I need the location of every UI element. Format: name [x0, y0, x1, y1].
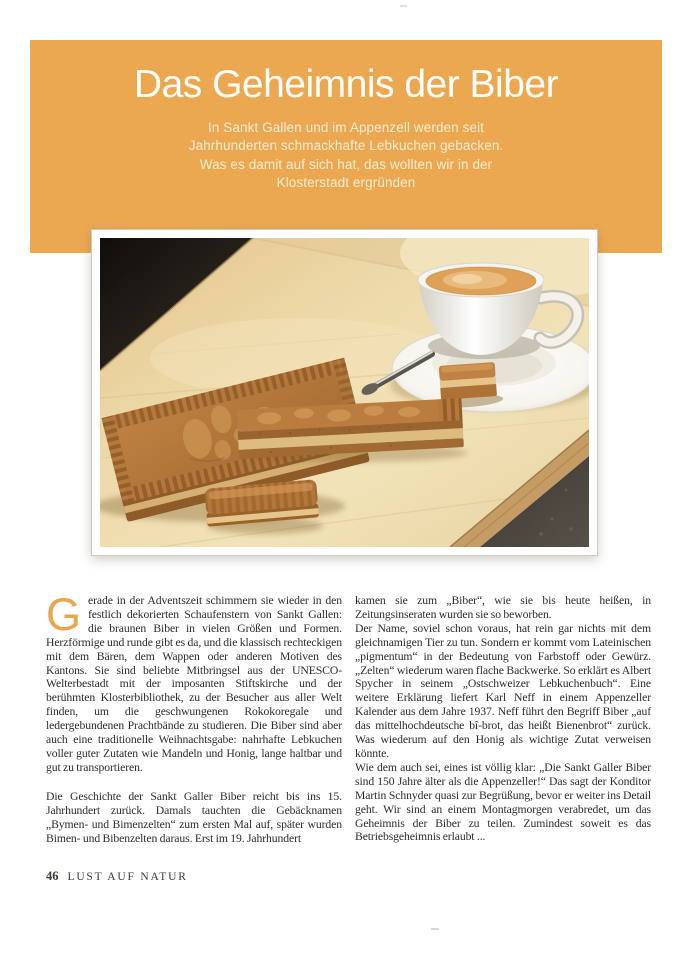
page-title: Das Geheimnis der Biber [133, 63, 559, 106]
paragraph: kamen sie zum „Biber“, wie sie bis heute heißen, in Zeitungsinseraten wurden sie so beworben. [355, 594, 651, 621]
coffee-crema [426, 267, 536, 295]
magazine-name: LUST AUF NATUR [67, 871, 188, 883]
photo-biber-and-coffee [100, 238, 589, 547]
paragraph: Wie dem auch sei, eines ist völlig klar: „Die Sankt Galler Biber sind 150 Jahre älter als die Appenzeller!“ Das sagt der Konditor Martin Schnyder quasi zur Begrüßung, bevor er weiter ins Detail geht. Wir sind an einem Montagmorgen verabredet, um das Geheimnis der Biber zu teilen. Zumindest soweit es das Betriebsgeheimnis erlaubt ... [355, 760, 651, 844]
article-body [46, 589, 651, 845]
subtitle-line: Klosterstadt ergründen [276, 174, 416, 190]
article-subtitle [30, 119, 662, 192]
subtitle-line: In Sankt Gallen und im Appenzell werden seit [207, 119, 485, 135]
bottom-crop-mark [431, 928, 439, 930]
top-crop-mark [400, 5, 407, 7]
article-header [30, 40, 662, 253]
page-footer [46, 869, 188, 884]
article-photo-frame [91, 229, 598, 556]
paragraph: Der Name, soviel schon voraus, hat rein gar nichts mit dem gleichnamigen Tier zu tun. Sondern er kommt vom Lateinischen „pigmentum“ in der Bedeutung von Farbstoff oder Gewürz. „Zelten“ wiederum waren flache Backwerke. So erklärt es Albert Spycher in seinem „Ostschweizer Lebkuchenbuch“. Eine weitere Erklärung liefert Karl Neff in einem Appenzeller Kalender aus dem Jahre 1937. Neff führt den Begriff Biber „auf das mittelhochdeutsche bî-brot, das heißt Bienenbrot“ zurück. Was wiederum auf den Honig als wichtige Zutat verweisen könnte. [355, 621, 651, 760]
page-number: 46 [46, 869, 59, 883]
paragraph [46, 589, 342, 775]
drop-cap: G [46, 589, 82, 640]
left-column [46, 589, 342, 845]
paragraph: Die Geschichte der Sankt Galler Biber reicht bis ins 15. Jahrhundert zurück. Damals tauchten die Gebäcknamen „Bymen- und Bimenzelten“ zum ersten Mal auf, später wurden Bimen- und Bibenzelten daraus. Erst im 19. Jahrhundert [46, 789, 342, 845]
paragraph-text: erade in der Adventszeit schimmern sie wieder in den festlich dekorierten Schaufenstern von Sankt Gallen: die braunen Biber in vielen Größen und Formen. Herzförmige und runde gibt es da, und die klassisch rechteckigen mit dem Bären, dem Wappen oder anderen Motiven des Kantons. Sie sind beliebte Mitbringsel aus der UNESCO-Welterbestadt mit der imposanten Stiftskirche und der berühmten Klosterbibliothek, zu der Besucher aus aller Welt finden, um die geschwungenen Rokokoregale und ledergebundenen Prachtbände zu studieren. Die Biber sind aber auch eine traditionelle Weihnachtsgabe: nahrhafte Lebkuchen voller guter Zutaten wie Mandeln und Honig, lange haltbar und gut zu transportieren. [46, 594, 342, 774]
right-column [355, 594, 651, 845]
subtitle-line: Was es damit auf sich hat, das wollten wir in der [199, 156, 493, 172]
subtitle-line: Jahrhunderten schmackhafte Lebkuchen gebacken. [188, 138, 504, 154]
